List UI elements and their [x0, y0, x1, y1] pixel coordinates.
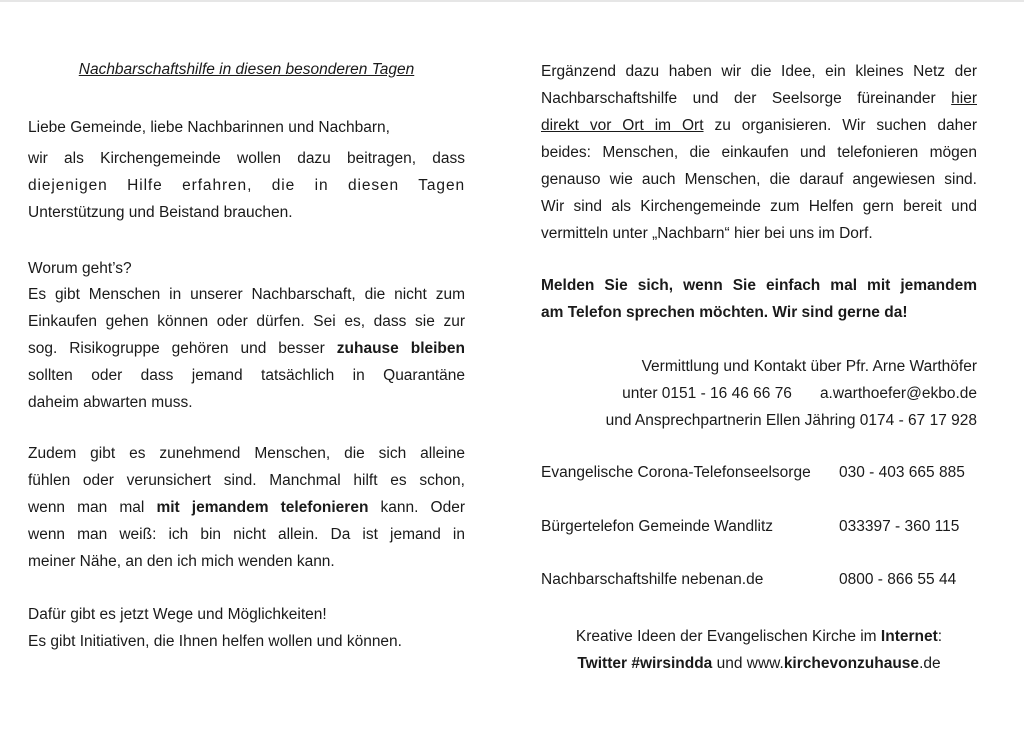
- intro-line: Unterstützung und Beistand brauchen.: [28, 204, 293, 221]
- footer-links: [541, 623, 977, 677]
- contact-line: [541, 380, 977, 407]
- paragraph-need: [28, 281, 465, 416]
- paragraph-line: daheim abwarten muss.: [28, 394, 193, 411]
- callout: [541, 272, 977, 326]
- contact-email: a.warthoefer@ekbo.de: [819, 385, 977, 402]
- paragraph-line: [541, 85, 977, 112]
- text-run: Kreative Ideen der Evangelischen Kirche im: [575, 628, 877, 645]
- paragraph-line: Es gibt Initiativen, die Ihnen helfen wollen und können.: [28, 633, 402, 650]
- text-run: Nachbarschaftshilfe und der Seelsorge füreinander: [541, 90, 936, 107]
- paragraph-line: Ergänzend dazu haben wir die Idee, ein kleines Netz der: [541, 63, 977, 80]
- text-run: .de: [919, 655, 941, 672]
- hotline-row: [541, 518, 977, 536]
- paragraph-line: [28, 494, 465, 521]
- paragraph-line: Wir sind als Kirchengemeinde zum Helfen gern bereit und: [541, 198, 977, 215]
- paragraph-line: Es gibt Menschen in unserer Nachbarschaft, die nicht zum: [28, 286, 465, 303]
- paragraph-line: [28, 335, 465, 362]
- hotline-number: 0800 - 866 55 44: [839, 571, 957, 588]
- underlined-text: hier: [951, 90, 977, 107]
- callout-line: Melden Sie sich, wenn Sie einfach mal mit jemandem: [541, 277, 977, 294]
- paragraph-line: fühlen oder verunsichert sind. Manchmal hilft es schon,: [28, 472, 465, 489]
- intro-line: diejenigen Hilfe erfahren, die in diesen Tagen: [28, 177, 465, 194]
- question-heading: Worum geht’s?: [28, 260, 132, 277]
- top-border: [0, 0, 1024, 2]
- paragraph-line: wenn man weiß: ich bin nicht allein. Da ist jemand in: [28, 526, 465, 543]
- hotline-number: 030 - 403 665 885: [839, 464, 965, 481]
- paragraph-line: vermitteln unter „Nachbarn“ hier bei uns im Dorf.: [541, 225, 873, 242]
- emphasis-phone: mit jemandem telefonieren: [156, 499, 369, 516]
- text-run: sog. Risikogruppe gehören und besser: [28, 340, 325, 357]
- contact-block: [541, 353, 977, 434]
- emphasis-internet: Internet: [880, 628, 938, 645]
- paragraph-line: meiner Nähe, an den ich mich wenden kann.: [28, 553, 335, 570]
- contact-phone: unter 0151 - 16 46 66 76: [622, 385, 792, 402]
- intro-paragraph: [28, 145, 465, 226]
- paragraph-line: beides: Menschen, die einkaufen und telefonieren mögen: [541, 144, 977, 161]
- hotline-name: Evangelische Corona-Telefonseelsorge: [541, 464, 811, 481]
- text-run: und www.: [712, 655, 784, 672]
- hotline-name: Nachbarschaftshilfe nebenan.de: [541, 571, 764, 588]
- hotline-number: 033397 - 360 115: [839, 518, 960, 535]
- contact-line: Vermittlung und Kontakt über Pfr. Arne Warthöfer: [641, 358, 977, 375]
- underlined-text: direkt vor Ort im Ort: [541, 117, 704, 134]
- twitter-hashtag: Twitter #wirsindda: [577, 655, 713, 672]
- paragraph-line: Zudem gibt es zunehmend Menschen, die sich alleine: [28, 445, 465, 462]
- emphasis-stay-home: zuhause bleiben: [336, 340, 465, 357]
- page-title: Nachbarschaftshilfe in diesen besonderen Tagen: [78, 61, 415, 78]
- contact-line: und Ansprechpartnerin Ellen Jähring 0174 - 67 17 928: [605, 412, 977, 429]
- paragraph-line: genauso wie auch Menschen, die darauf angewiesen sind.: [541, 171, 977, 188]
- hotline-name: Bürgertelefon Gemeinde Wandlitz: [541, 518, 774, 535]
- paragraph-line: Einkaufen gehen können oder dürfen. Sei es, dass sie zur: [28, 313, 465, 330]
- paragraph-line: [541, 112, 977, 139]
- paragraph-lonely: [28, 440, 465, 575]
- website-name: kirchevonzuhause: [783, 655, 920, 672]
- paragraph-network: [541, 58, 977, 247]
- text-run: wenn man mal: [28, 499, 145, 516]
- footer-line: [541, 650, 977, 677]
- footer-line: [541, 623, 977, 650]
- callout-line: am Telefon sprechen möchten. Wir sind gerne da!: [541, 304, 908, 321]
- paragraph-ways: [28, 601, 465, 655]
- text-run: zu organisieren. Wir suchen daher: [703, 117, 977, 134]
- greeting: Liebe Gemeinde, liebe Nachbarinnen und Nachbarn,: [28, 119, 390, 136]
- intro-line: wir als Kirchengemeinde wollen dazu beitragen, dass: [28, 150, 465, 167]
- text-run: kann. Oder: [380, 499, 465, 516]
- hotline-row: [541, 464, 977, 482]
- text-run: :: [937, 628, 943, 645]
- hotline-row: [541, 571, 977, 589]
- paragraph-line: Dafür gibt es jetzt Wege und Möglichkeiten!: [28, 606, 327, 623]
- paragraph-line: sollten oder dass jemand tatsächlich in Quarantäne: [28, 367, 465, 384]
